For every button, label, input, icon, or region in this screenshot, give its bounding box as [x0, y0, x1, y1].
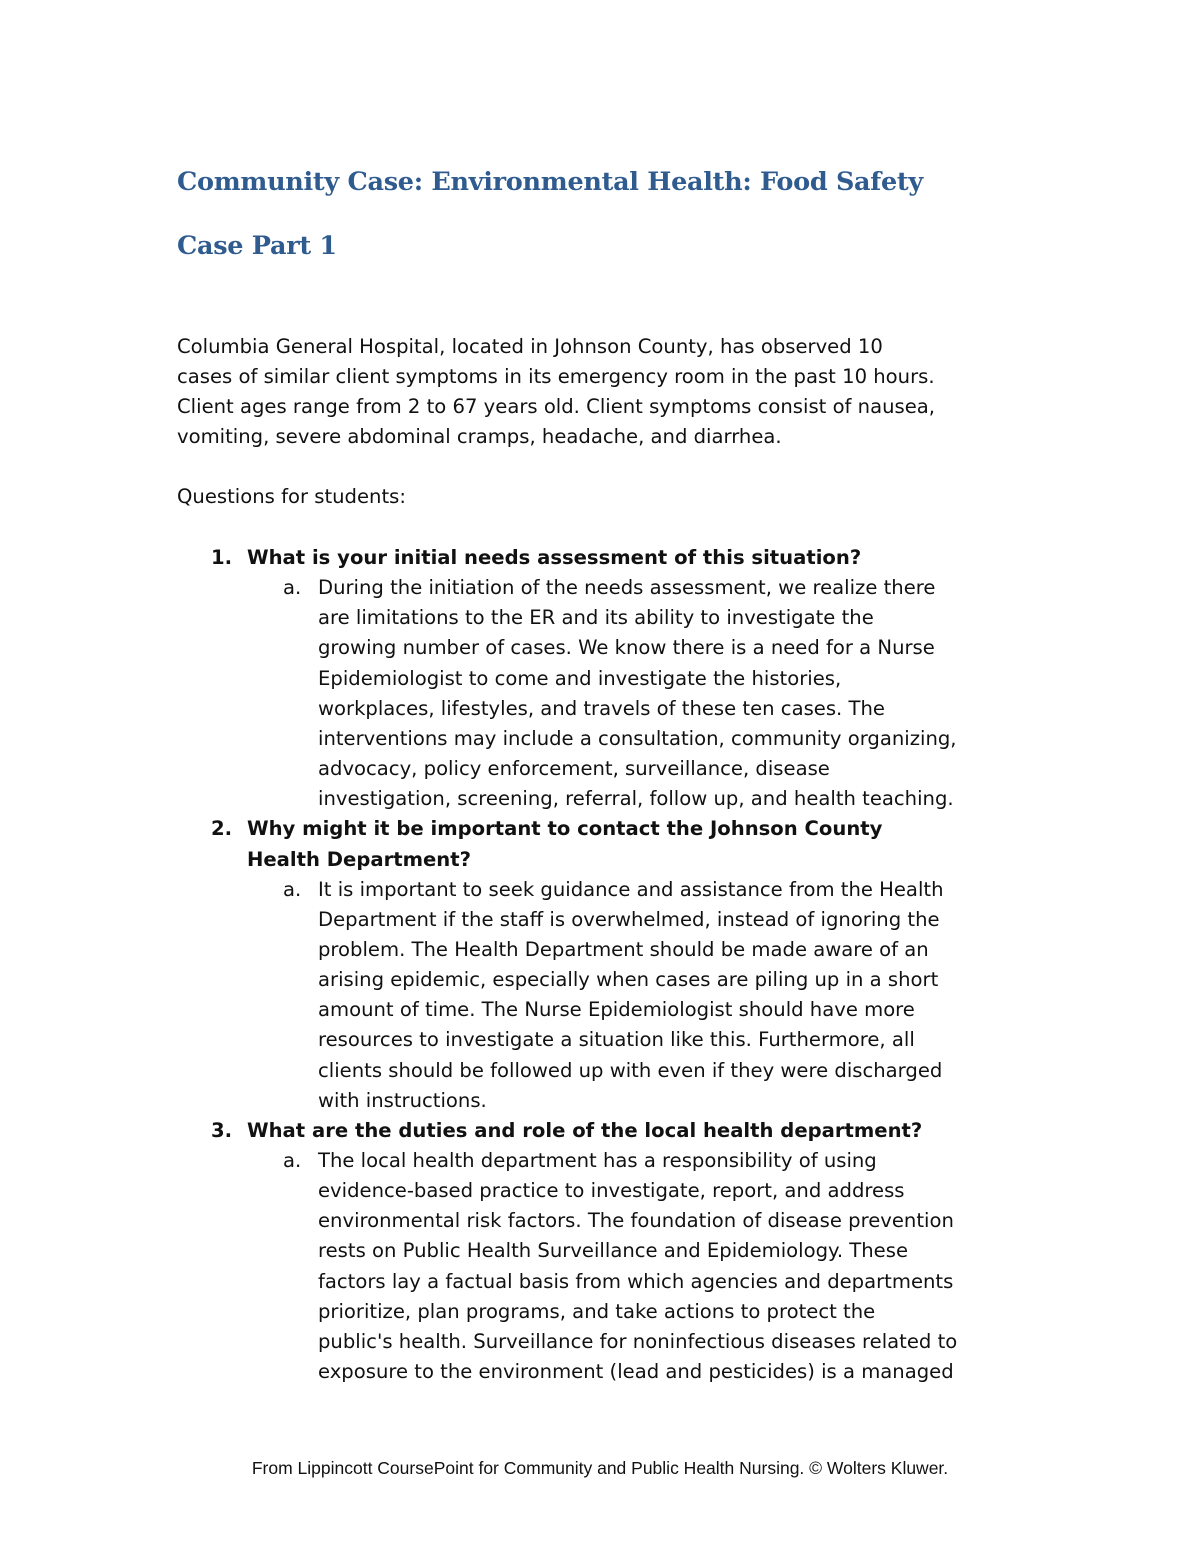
answer-text: exposure to the environment (lead and pesticides) is a managed	[318, 1360, 954, 1384]
question-number: 1.	[211, 546, 233, 569]
answer-text: evidence-based practice to investigate, report, and address	[318, 1179, 905, 1203]
intro-line: Client ages range from 2 to 67 years old. Client symptoms consist of nausea,	[177, 395, 936, 419]
question-text: What are the duties and role of the local health department?	[247, 1118, 923, 1142]
answer-text: During the initiation of the needs assessment, we realize there	[318, 576, 936, 600]
question-number: 3.	[211, 1118, 233, 1142]
intro-line: Columbia General Hospital, located in Johnson County, has observed 10	[177, 335, 883, 358]
answer-text: workplaces, lifestyles, and travels of these ten cases. The	[318, 696, 885, 720]
answer-letter: a.	[283, 877, 302, 901]
case-part-heading: Case Part 1	[177, 231, 337, 261]
answer-text: interventions may include a consultation, community organizing,	[318, 726, 957, 750]
answer-text: investigation, screening, referral, follow up, and health teaching.	[318, 787, 954, 811]
answer-text: The local health department has a responsibility of using	[318, 1149, 877, 1172]
intro-line: cases of similar client symptoms in its emergency room in the past 10 hours.	[177, 365, 935, 389]
question-number: 2.	[211, 817, 233, 841]
answer-text: arising epidemic, especially when cases are piling up in a short	[318, 968, 939, 992]
question-text: Health Department?	[247, 847, 471, 871]
answer-text: rests on Public Health Surveillance and Epidemiology. These	[318, 1239, 908, 1263]
answer-letter: a.	[283, 1149, 302, 1172]
question-text: What is your initial needs assessment of this situation?	[247, 546, 862, 569]
answer-text: public's health. Surveillance for noninfectious diseases related to	[318, 1329, 958, 1353]
footer-copyright: From Lippincott CoursePoint for Community and Public Health Nursing. © Wolters Kluwer.	[251, 1458, 949, 1478]
answer-text: Department if the staff is overwhelmed, instead of ignoring the	[318, 907, 940, 931]
answer-text: resources to investigate a situation like this. Furthermore, all	[318, 1028, 915, 1052]
answer-text: problem. The Health Department should be made aware of an	[318, 937, 929, 961]
answer-text: prioritize, plan programs, and take actions to protect the	[318, 1299, 876, 1323]
document-title: Community Case: Environmental Health: Food Safety	[177, 167, 923, 197]
answer-text: growing number of cases. We know there is a need for a Nurse	[318, 636, 935, 660]
answer-text: Epidemiologist to come and investigate the histories,	[318, 666, 842, 690]
answer-text: advocacy, policy enforcement, surveillance, disease	[318, 757, 830, 781]
answer-text: with instructions.	[318, 1088, 487, 1112]
questions-label: Questions for students:	[177, 485, 406, 508]
answer-text: clients should be followed up with even if they were discharged	[318, 1058, 943, 1082]
question-text: Why might it be important to contact the Johnson County	[247, 817, 883, 841]
intro-line: vomiting, severe abdominal cramps, headache, and diarrhea.	[177, 425, 782, 449]
answer-text: It is important to seek guidance and assistance from the Health	[318, 877, 944, 901]
answer-text: are limitations to the ER and its ability to investigate the	[318, 606, 874, 630]
answer-text: environmental risk factors. The foundation of disease prevention	[318, 1209, 954, 1233]
answer-text: amount of time. The Nurse Epidemiologist should have more	[318, 998, 915, 1022]
answer-text: factors lay a factual basis from which agencies and departments	[318, 1269, 954, 1293]
answer-letter: a.	[283, 576, 302, 600]
